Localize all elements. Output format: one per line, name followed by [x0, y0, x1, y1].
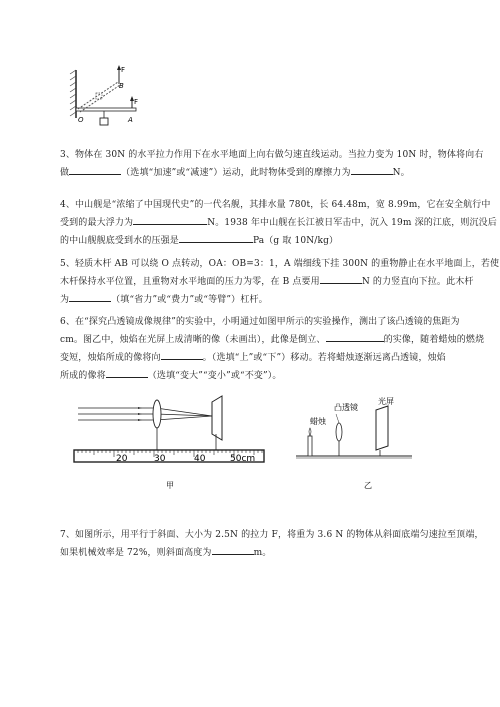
q4-blank-1[interactable]	[133, 214, 207, 225]
caption-yi: 乙	[364, 481, 372, 490]
q4-line-3: 的中山舰舰底受到水的压强是 Pa（g 取 10N/kg）	[60, 232, 468, 250]
label-lens: 凸透镜	[334, 403, 358, 412]
q3-line-2: 做 （选填“加速”或“减速”）运动，此时物体受到的摩擦力为 N。	[60, 164, 468, 182]
question-3	[60, 147, 484, 182]
question-6	[60, 314, 485, 385]
q6-blank-2[interactable]	[326, 331, 384, 342]
q6-line-2: cm。图乙中，烛焰在光屏上成清晰的像（未画出），此像是倒立、 的实像，随着蜡烛的燃烧	[60, 331, 468, 349]
q7-line-2: 如果机械效率是 72%，则斜面高度为 m。	[60, 544, 468, 562]
ruler-label-50cm: 50cm	[230, 454, 256, 464]
q4-blank-2[interactable]	[179, 232, 253, 243]
figure-jia	[70, 392, 270, 492]
ruler-label-40: 40	[194, 454, 206, 464]
q4-line-1: 4、中山舰是“浓缩了中国现代史”的一代名舰，其排水量 780t，长 64.48m，宽 8.99m，它在安全航行中	[60, 200, 491, 210]
q6-blank-4[interactable]	[106, 367, 148, 378]
q5-line-3: 为 （填“省力”或“费力”或“等臂”）杠杆。	[60, 291, 468, 309]
ruler-label-30: 30	[154, 454, 166, 464]
q6-line-1: 6、在“探究凸透镜成像规律”的实验中，小明通过如图甲所示的实验操作，测出了该凸透镜的焦距为	[60, 317, 460, 327]
label-f-top: F	[121, 66, 126, 74]
label-screen: 光屏	[378, 397, 394, 406]
q3-blank-2[interactable]	[351, 164, 393, 175]
question-4	[60, 197, 497, 250]
question-7	[60, 527, 484, 562]
q7-line-1: 7、如图所示，用平行于斜面、大小为 2.5N 的拉力 F，将重为 3.6 N 的物体从斜面底端匀速拉至顶端，	[60, 530, 484, 540]
q6-blank-3[interactable]	[161, 349, 203, 360]
q5-line-2: 木杆保持水平位置，且重物对水平地面的压力为零，在 B 点要用 N 的力竖直向下拉。此木杆	[60, 273, 468, 291]
label-o: O	[78, 116, 84, 124]
q6-line-3: 变短，烛焰所成的像将向 。（选填“上”或“下”）移动。若将蜡烛逐渐远离凸透镜，烛焰	[60, 349, 468, 367]
q3-line-1: 3、物体在 30N 的水平拉力作用下在水平地面上向右做匀速直线运动。当拉力变为 10N 时，物体将向右	[60, 150, 484, 160]
q3-blank-1[interactable]	[69, 164, 121, 175]
label-a: A	[128, 116, 133, 124]
ruler-label-20: 20	[116, 454, 128, 464]
caption-jia: 甲	[166, 481, 174, 490]
q5-line-1: 5、轻质木杆 AB 可以绕 O 点转动，OA：OB=3：1，A 端细线下挂 300N 的重物静止在水平地面上，若使	[60, 259, 500, 269]
q6-line-4: 所成的像将 （选填“变大”“变小”或“不变”）。	[60, 367, 468, 385]
label-b: B	[119, 82, 124, 90]
question-5	[60, 256, 500, 309]
q7-blank-1[interactable]	[212, 544, 254, 555]
lever-figure	[68, 62, 148, 140]
q5-blank-1[interactable]	[320, 273, 362, 284]
q5-blank-2[interactable]	[69, 291, 111, 302]
figure-yi	[292, 396, 442, 492]
q4-line-2: 受到的最大浮力为 N。1938 年中山舰在长江被日军击中，沉入 19m 深的江底，则沉没后	[60, 214, 468, 232]
label-f-side: F	[134, 98, 139, 106]
label-candle: 蜡烛	[310, 417, 326, 426]
